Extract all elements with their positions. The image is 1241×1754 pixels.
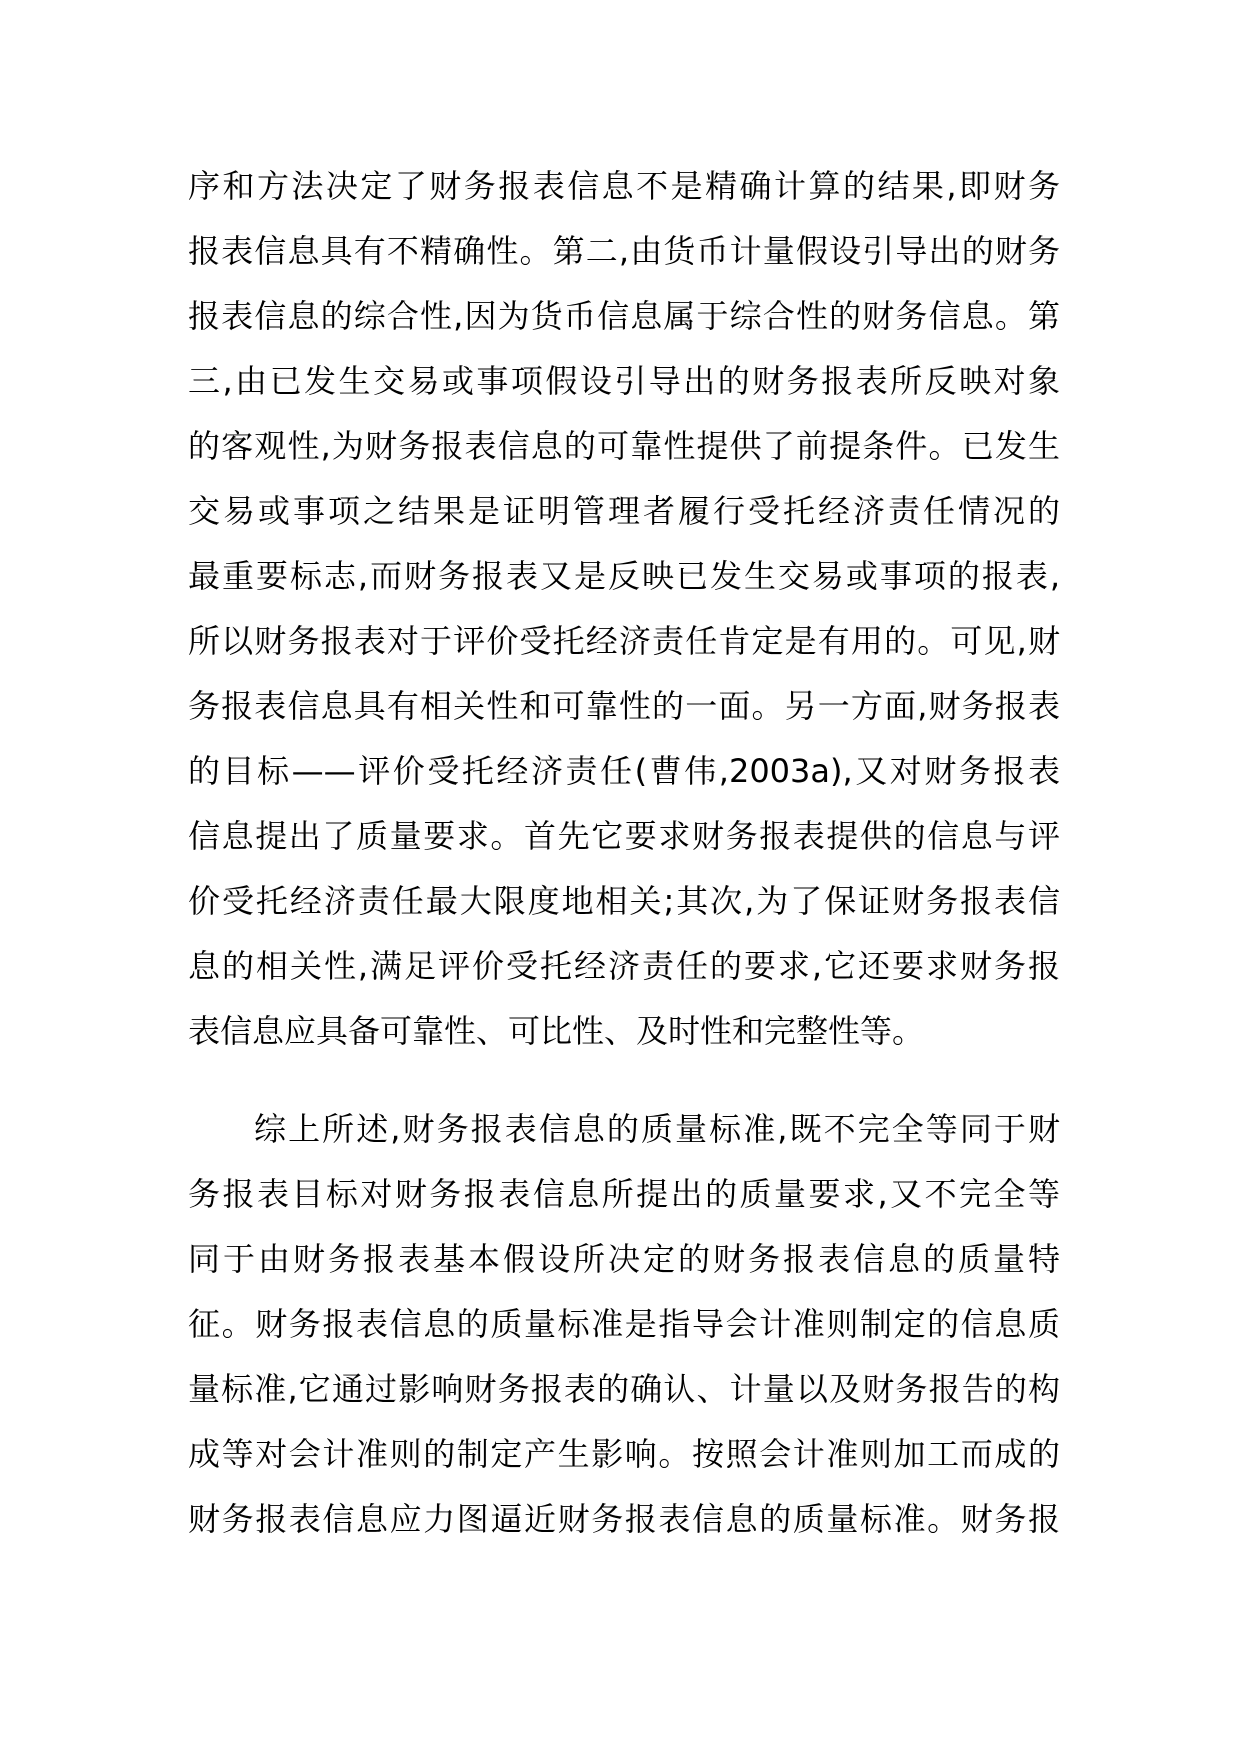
paragraph-line: 成等对会计准则的制定产生影响。按照会计准则加工而成的: [188, 1435, 1060, 1473]
paragraph-line: 报表信息具有不精确性。第二,由货币计量假设引导出的财务: [188, 232, 1060, 270]
paragraph-line: 表信息应具备可靠性、可比性、及时性和完整性等。: [188, 1012, 925, 1050]
paragraph-line: 的客观性,为财务报表信息的可靠性提供了前提条件。已发生: [188, 427, 1060, 465]
paragraph-line: 征。财务报表信息的质量标准是指导会计准则制定的信息质: [188, 1305, 1060, 1343]
paragraph-line: 财务报表信息应力图逼近财务报表信息的质量标准。财务报: [188, 1500, 1060, 1538]
paragraph-line: 三,由已发生交易或事项假设引导出的财务报表所反映对象: [188, 362, 1060, 400]
paragraph-line: 最重要标志,而财务报表又是反映已发生交易或事项的报表,: [188, 557, 1060, 595]
paragraph-line: 同于由财务报表基本假设所决定的财务报表信息的质量特: [188, 1240, 1060, 1278]
paragraph-line: 序和方法决定了财务报表信息不是精确计算的结果,即财务: [188, 167, 1060, 205]
paragraph-line: 交易或事项之结果是证明管理者履行受托经济责任情况的: [188, 492, 1060, 530]
paragraph-line: 的目标——评价受托经济责任(曹伟,2003a),又对财务报表: [188, 752, 1060, 790]
paragraph-line: 息的相关性,满足评价受托经济责任的要求,它还要求财务报: [188, 947, 1060, 985]
paragraph-line: 价受托经济责任最大限度地相关;其次,为了保证财务报表信: [188, 882, 1060, 920]
paragraph-line: 量标准,它通过影响财务报表的确认、计量以及财务报告的构: [188, 1370, 1060, 1408]
paragraph-line: 综上所述,财务报表信息的质量标准,既不完全等同于财: [254, 1110, 1060, 1148]
paragraph-line: 务报表信息具有相关性和可靠性的一面。另一方面,财务报表: [188, 687, 1060, 725]
paragraph-line: 信息提出了质量要求。首先它要求财务报表提供的信息与评: [188, 817, 1060, 855]
paragraph-line: 报表信息的综合性,因为货币信息属于综合性的财务信息。第: [188, 297, 1060, 335]
paragraph-line: 所以财务报表对于评价受托经济责任肯定是有用的。可见,财: [188, 622, 1060, 660]
paragraph-2: [188, 1097, 1060, 1552]
paragraph-line: 务报表目标对财务报表信息所提出的质量要求,又不完全等: [188, 1175, 1060, 1213]
paragraph-1: [188, 154, 1060, 1064]
